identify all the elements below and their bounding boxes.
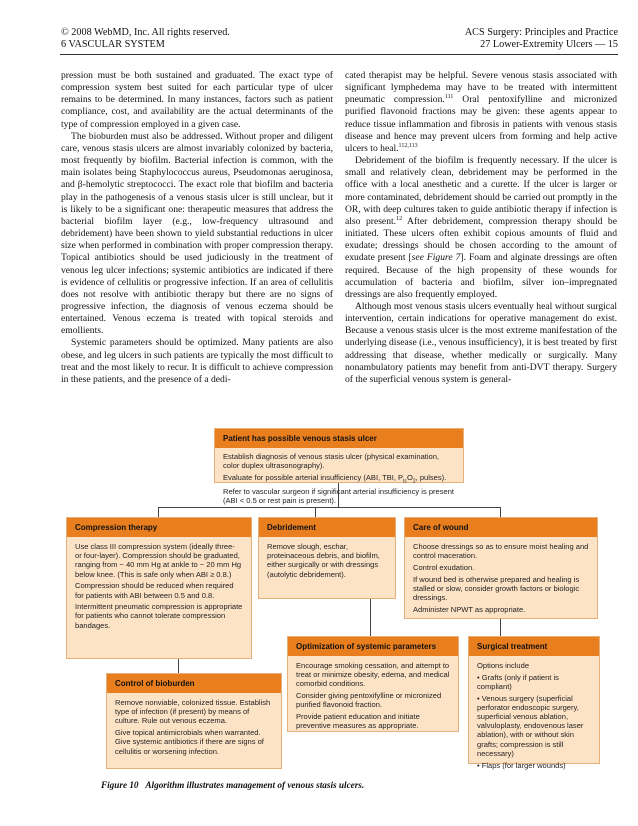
box-title: Care of wound (405, 518, 597, 537)
connector-line (500, 618, 501, 636)
box-item: Options include (477, 661, 530, 670)
box-title: Patient has possible venous stasis ulcer (215, 429, 463, 448)
figure-reference[interactable]: see Figure 7 (411, 252, 461, 264)
chapter-title: 27 Lower-Extremity Ulcers — 15 (480, 39, 618, 50)
figure-caption (101, 780, 364, 790)
connector-line (500, 507, 501, 517)
box-item: If wound bed is otherwise prepared and healing is stalled or slow, consider growth factors or biologic dressings. (413, 574, 580, 603)
compression-therapy-box (66, 517, 252, 659)
figure-caption-text: Algorithm illustrates management of venous stasis ulcers. (145, 780, 365, 790)
box-title: Surgical treatment (469, 637, 599, 656)
control-of-bioburden-box (106, 673, 282, 769)
box-item: Remove slough, eschar, proteinaceous debris, and biofilm, either surgically or with dressings (autolytic debridement). (267, 542, 380, 579)
box-item: Use class III compression system (ideally three- or four-layer). Compression should be graduated, ranging from ~ 40 mm Hg at ankle to ~ 20 mm Hg below knee. (This is safe only when ABI ≥ 0.8.) (75, 542, 242, 579)
box-item: Choose dressings so as to ensure moist healing and control maceration. (413, 542, 589, 561)
connector-line (158, 507, 159, 517)
paragraph: pression must be both sustained and graduated. The exact type of compression system best suited for each particular type of ulcer remains to be determined. In many instances, factors such as patient compliance, cost, and availability are the actual determinants of the type of compression employed in a given case. (61, 70, 333, 130)
box-item: Evaluate for possible arterial insufficiency (ABI, TBI, $P_{tc}O_2$, pulses). Refer to vascular surgeon if significant arterial insufficiency is present (ABI < 0.5 or rest pain is present). (223, 472, 454, 505)
reference-marker[interactable]: 111 (444, 94, 454, 101)
paragraph: Although most venous stasis ulcers eventually heal without surgical intervention, certain indications for operative management do exist. Because a venous stasis ulcer is the most extreme manifestation of the underlying disease (i.e., venous insufficiency), it is best treated by first addressing that disease, whether medically or surgically. Many nonambulatory patients may benefit from anti-DVT therapy. Surgery of the superficial venous system is general- (345, 300, 617, 385)
box-item: • Venous surgery (superficial perforator endoscopic surgery, superficial venous ablation, valvuloplasty, endovenous laser ablation), with or without skin grafts; compression is still necessary) (477, 693, 584, 758)
box-item: Establish diagnosis of venous stasis ulcer (physical examination, color duplex ultrasonography). (223, 452, 440, 471)
box-title: Compression therapy (67, 518, 251, 537)
left-text-column (61, 70, 333, 386)
box-item: • Flaps (for larger wounds) (477, 760, 566, 770)
box-title: Optimization of systemic parameters (288, 637, 458, 656)
connector-line (370, 597, 371, 636)
box-item: Administer NPWT as appropriate. (413, 604, 526, 614)
box-item: Encourage smoking cessation, and attempt to treat or minimize obesity, edema, and medical comorbid conditions. (296, 661, 450, 689)
systemic-parameters-box (287, 636, 459, 732)
box-title: Debridement (259, 518, 395, 537)
copyright-notice: © 2008 WebMD, Inc. All rights reserved. (61, 27, 230, 38)
box-item: Control exudation. (413, 562, 475, 572)
box-item: Consider giving pentoxifylline or micronized purified flavonoid fraction. (296, 691, 442, 710)
section-title: 6 VASCULAR SYSTEM (61, 39, 165, 50)
paragraph: Systemic parameters should be optimized. Many patients are also obese, and leg ulcers in such patients are typically the most difficult to treat and the most likely to recur. It is difficult to achieve compression in these patients, and the presence of a dedi- (61, 337, 333, 385)
box-item: Remove nonviable, colonized tissue. Establish type of infection (if present) by means of culture. Rule out venous eczema. (115, 698, 271, 726)
paragraph: Debridement of the biofilm is frequently necessary. If the ulcer is small and relatively clean, debridement may be performed in the office with a local anesthetic and a curette. If the ulcer is larger or more contaminated, debridement should be carried out promptly in the OR, with deep cultures taken to guide antibiotic therapy if infection is also present.$^{12}$ After debridement, compression therapy should be initiated. These ulcers often exhibit copious amounts of fluid and exudate; dressings should be chosen according to the amount of exudate present [see Figure 7]. Foam and alginate dressings are often required. Because of the high propensity of these wounds for accumulation of bacteria and biofilm, silver ion–impregnated dressings are also frequently employed. (345, 155, 617, 300)
top-decision-box (214, 428, 464, 505)
right-text-column (345, 70, 617, 386)
book-title: ACS Surgery: Principles and Practice (464, 27, 618, 38)
paragraph: cated therapist may be helpful. Severe venous stasis associated with significant lymphedema may have to be treated with intermittent pneumatic compression.$^{111}$ Oral pentoxifylline and micronized purified flavonoid fractions may be given: these agents appear to reduce tissue inflammation and fibrosis in patients with venous stasis disease and hence may prevent ulcers from forming and help active ulcers to heal.$^{112,113}$ (345, 70, 617, 154)
paragraph: The bioburden must also be addressed. Without proper and diligent care, venous stasis ulcers are almost invariably colonized by bacteria, most frequently by biofilm. Bacterial infection is common, with the main isolates being Staphylococcus aureus, Pseudomonas aeruginosa, and β-hemolytic streptococci. The exact role that biofilm and bacteria play in the pathogenesis of a venous stasis ulcer is still unclear, but it is likely to be a significant one: therapeutic measures that address the bacterial biofilm layer (e.g., low-frequency ultrasound and debridement) have been shown to yield substantial reductions in ulcer size when performed in combination with proper compression therapy. Topical antibiotics should be used judiciously in the treatment of venous leg ulcer infections; systemic antibiotics are indicated if there is evidence of cellulitis or progressive infection. If an area of cellulitis does not resolve with antibiotic therapy but there are no signs of progressive infection, the diagnosis of venous eczema should be entertained. Venous eczema is treated with topical steroids and emollients. (61, 130, 333, 337)
connector-line (178, 657, 179, 673)
box-item: Give topical antimicrobials when warranted. Give systemic antibiotics if there are signs of cellulitis or worsening infection. (115, 728, 264, 756)
box-item: Compression should be reduced when required for patients with ABI between 0.5 and 0.8. (75, 581, 234, 600)
reference-marker[interactable]: 12 (396, 215, 403, 222)
surgical-treatment-box (468, 636, 600, 770)
reference-marker[interactable]: 112,113 (398, 142, 418, 149)
box-item: Provide patient education and initiate preventive measures as appropriate. (296, 712, 420, 731)
box-item: • Grafts (only if patient is compliant) (477, 672, 559, 691)
care-of-wound-box (404, 517, 598, 619)
debridement-box (258, 517, 396, 599)
figure-label: Figure 10 (101, 780, 139, 790)
box-item: Intermittent pneumatic compression is appropriate for patients who cannot tolerate compression bandages. (75, 602, 243, 630)
header-rule (60, 54, 618, 55)
box-title: Control of bioburden (107, 674, 281, 693)
